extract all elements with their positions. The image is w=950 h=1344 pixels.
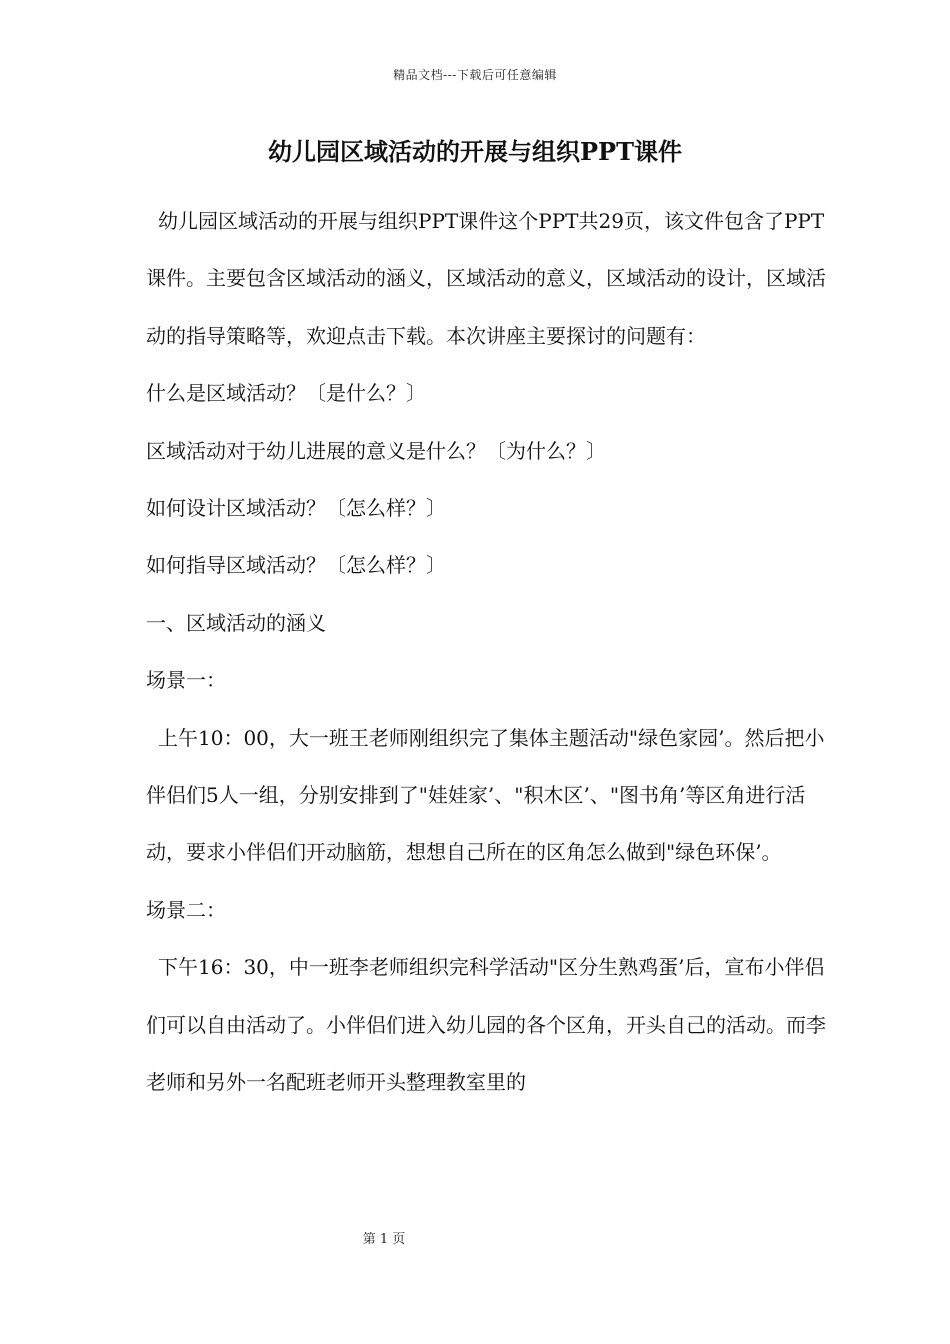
question-guide: 如何指导区域活动？〔怎么样？〕 — [146, 553, 446, 578]
question-why: 区域活动对于幼儿进展的意义是什么？〔为什么？〕 — [146, 438, 606, 463]
section-heading: 一、区域活动的涵义 — [146, 610, 326, 635]
document-title: 幼儿园区域活动的开展与组织PPT课件 — [268, 137, 682, 166]
page-header: 精品文档---下载后可任意编辑 — [393, 68, 557, 82]
document-body — [146, 193, 826, 1112]
scene-one-label: 场景一： — [146, 668, 226, 693]
question-design: 如何设计区域活动？〔怎么样？〕 — [146, 496, 446, 521]
scene-two-paragraph: 下午16：30，中一班李老师组织完科学活动"区分生熟鸡蛋’后，宣布小伴侣们可以自由活动了。小伴侣们进入幼儿园的各个区角，开头自己的活动。而李老师和另外一名配班老师开头整理教室里的 — [146, 955, 826, 1095]
intro-paragraph: 幼儿园区域活动的开展与组织PPT课件这个PPT共29页，该文件包含了PPT课件。主要包含区域活动的涵义，区域活动的意义，区域活动的设计，区域活动的指导策略等，欢迎点击下载。本次讲座主要探讨的问题有： — [146, 209, 826, 348]
scene-two-label: 场景二： — [146, 897, 226, 922]
scene-one-paragraph: 上午10：00，大一班王老师刚组织完了集体主题活动"绿色家园’。然后把小伴侣们5人一组，分别安排到了"娃娃家’、"积木区’、"图书角’等区角进行活动，要求小伴侣们开动脑筋，想想自己所在的区角怎么做到"绿色环保’。 — [146, 725, 825, 865]
page-number: 第 1 页 — [362, 1232, 406, 1247]
question-what: 什么是区域活动？〔是什么？〕 — [146, 381, 426, 406]
